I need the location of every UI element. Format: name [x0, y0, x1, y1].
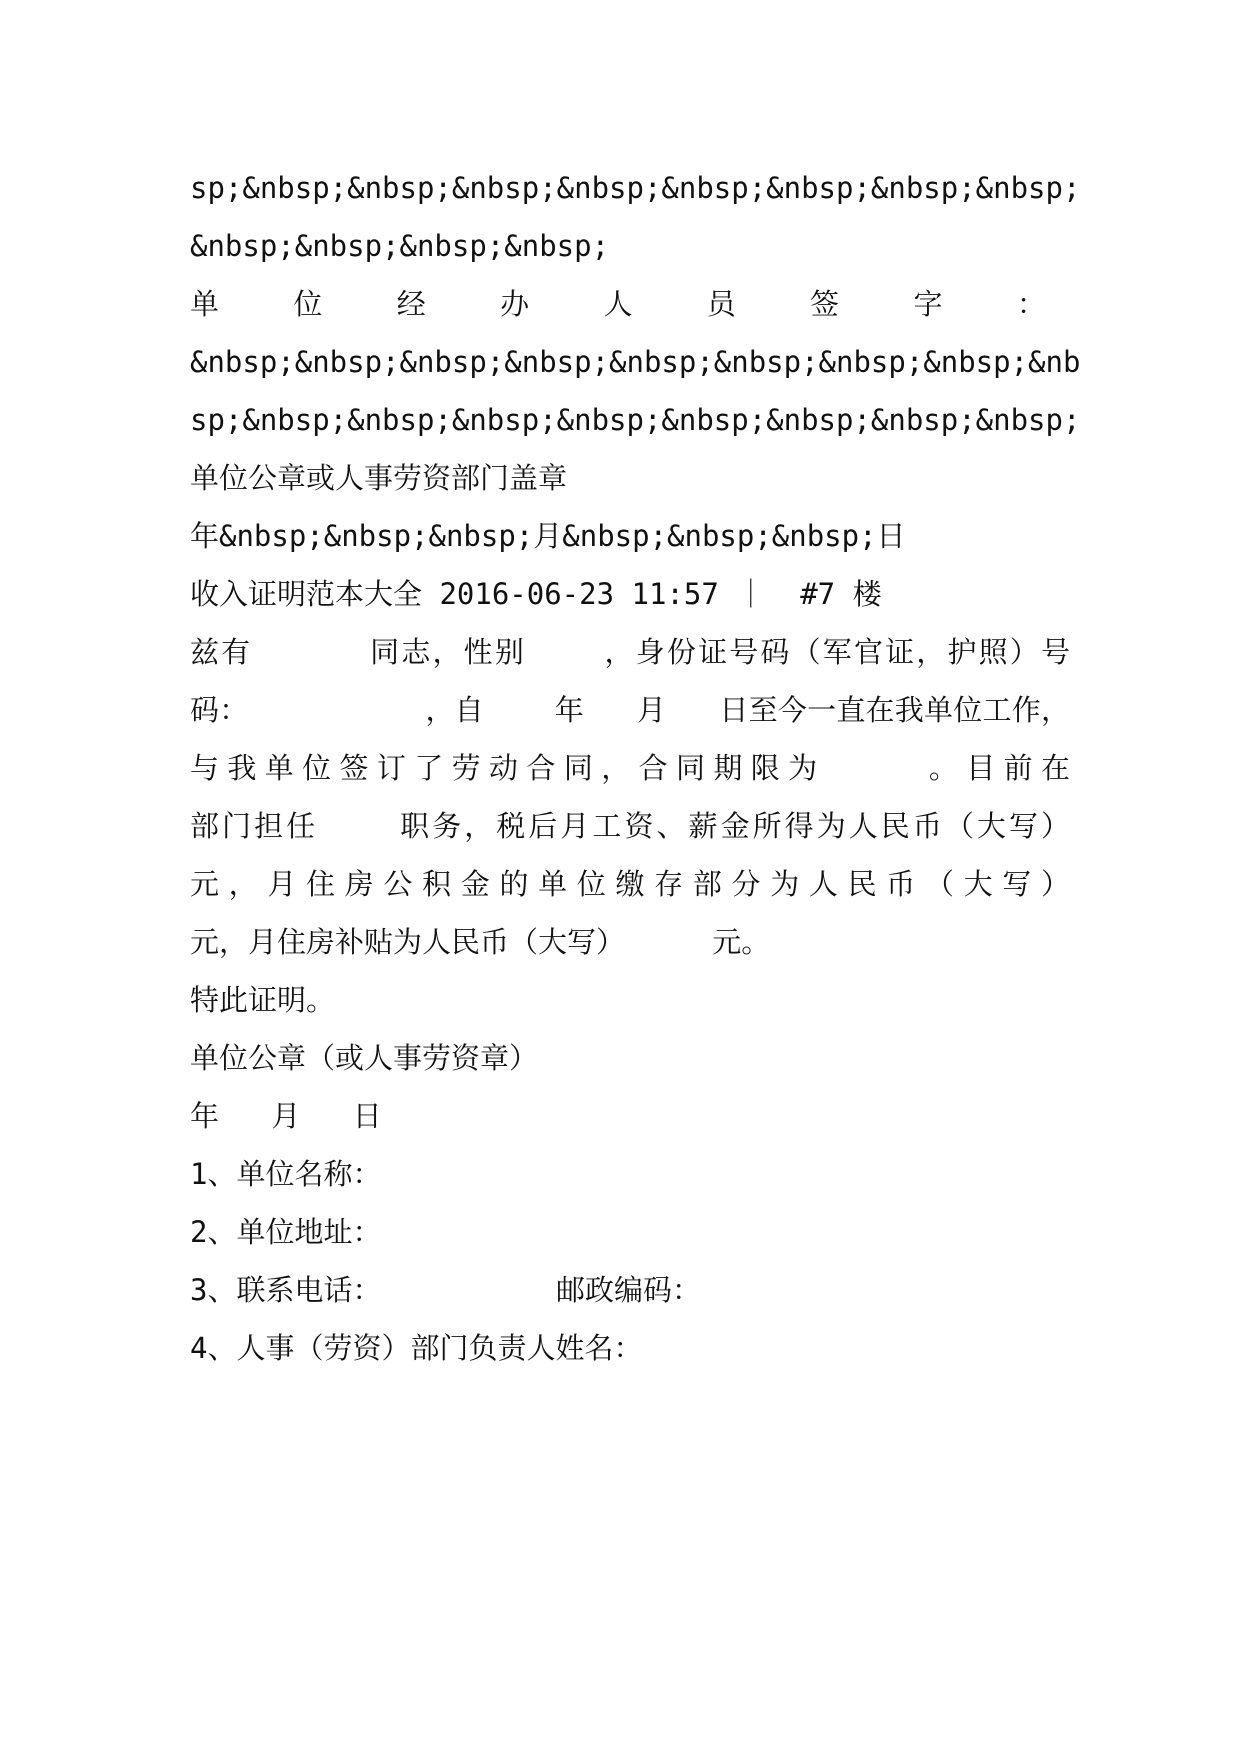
signature-char: 经 [396, 287, 426, 321]
seal-line: 单位公章（或人事劳资章） [190, 1041, 539, 1075]
body-line: 兹有 同志，性别 ，身份证号码（军官证，护照）号 [190, 635, 1070, 669]
body-line: 码： ，自 年 月 日至今一直在我单位工作， [190, 693, 1070, 727]
signature-char: 办 [500, 287, 530, 321]
signature-char: ： [1016, 287, 1046, 321]
signature-char: 单 [190, 287, 220, 321]
text-line: &nbsp;&nbsp;&nbsp;&nbsp;&nbsp;&nbsp;&nbsp;&nbsp;&nb [190, 345, 1081, 379]
signature-char: 位 [293, 287, 323, 321]
signature-label-line [190, 284, 1046, 324]
list-item-company-address: 2、单位地址： [190, 1215, 382, 1249]
date-line: 年 月 日 [190, 1099, 382, 1133]
list-item-company-name: 1、单位名称： [190, 1157, 382, 1191]
signature-char: 签 [810, 287, 840, 321]
list-item-contact-phone: 3、联系电话： 邮政编码： [190, 1273, 702, 1307]
post-header-line: 收入证明范本大全 2016-06-23 11:57 ｜ #7 楼 [190, 577, 882, 611]
body-line: 与我单位签订了劳动合同，合同期限为 。目前在 [190, 751, 1070, 785]
body-line: 部门担任 职务，税后月工资、薪金所得为人民币（大写） [190, 809, 1070, 843]
text-line: sp;&nbsp;&nbsp;&nbsp;&nbsp;&nbsp;&nbsp;&nbsp;&nbsp; [190, 171, 1081, 205]
stamp-line: 单位公章或人事劳资部门盖章 [190, 461, 568, 495]
signature-char: 人 [603, 287, 633, 321]
signature-char: 员 [706, 287, 736, 321]
body-line: 元，月住房公积金的单位缴存部分为人民币（大写） [190, 867, 1070, 901]
date-line: 年&nbsp;&nbsp;&nbsp;月&nbsp;&nbsp;&nbsp;日 [190, 519, 906, 553]
text-line: sp;&nbsp;&nbsp;&nbsp;&nbsp;&nbsp;&nbsp;&nbsp;&nbsp; [190, 403, 1081, 437]
certify-line: 特此证明。 [190, 983, 336, 1017]
signature-char: 字 [913, 287, 943, 321]
body-line: 元，月住房补贴为人民币（大写） 元。 [190, 925, 771, 959]
text-line: &nbsp;&nbsp;&nbsp;&nbsp; [190, 229, 610, 263]
list-item-hr-contact: 4、人事（劳资）部门负责人姓名： [190, 1331, 643, 1365]
